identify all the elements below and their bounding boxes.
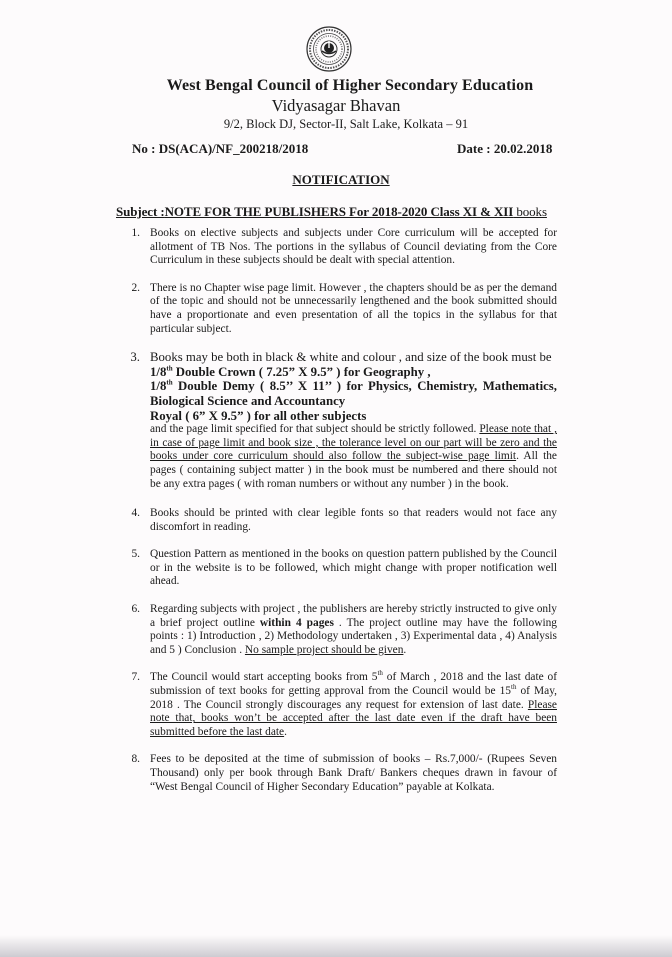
scan-edge-shadow — [0, 935, 672, 957]
size-other: Royal ( 6” X 9.5” ) for all other subjects — [150, 408, 367, 423]
subject-line — [116, 204, 547, 220]
point-number: 6. — [131, 603, 140, 616]
point-text: Question Pattern as mentioned in the books on question pattern published by the Council or in the website is to be followed, which might change with proper notification well ahead. — [150, 548, 557, 588]
point-intro: Books may be both in black & white and colour , and size of the book must be — [150, 350, 552, 365]
subject-label: Subject : — [116, 204, 165, 219]
point-number: 2. — [131, 281, 140, 294]
organization-name: West Bengal Council of Higher Secondary Education — [166, 77, 534, 94]
point-number: 5. — [131, 548, 140, 561]
point-5 — [132, 548, 557, 589]
point-number: 8. — [131, 753, 140, 766]
point-number: 7. — [131, 671, 140, 684]
point-text-middle: . The project outline may have the following points : 1) Introduction , 2) Methodology undertaken , 3) Experimental data , 4) Analysis and 5 ) Conclusion . — [150, 616, 557, 656]
point-1 — [132, 227, 557, 268]
size-science: 1/8th Double Demy ( 8.5’’ X 11’’ ) for Physics, Chemistry, Mathematics, Biological Science and Accountancy — [150, 379, 557, 408]
point-bold: within 4 pages — [259, 616, 334, 629]
point-number: 1. — [131, 227, 140, 239]
point-underlined: No sample project should be given — [244, 643, 404, 656]
point-number: 3. — [130, 350, 140, 365]
point-text-after: . — [403, 643, 407, 656]
point-text: Books should be printed with clear legible fonts so that readers would not face any discomfort in reading. — [150, 507, 557, 533]
point-text-after: . All the pages ( containing subject matter ) in the book must be numbered and there should not be any extra pages ( with roman numbers or without any number ) in the book. — [150, 450, 557, 490]
subject-tail: books — [513, 204, 547, 219]
point-8 — [132, 753, 557, 794]
point-underlined: Please note that, books won’t be accepted after the last date even if the draft have been submitted before the last date — [150, 698, 557, 738]
point-3 — [132, 350, 557, 491]
point-text-before: Regarding subjects with project , the publishers are hereby strictly instructed to give only a brief project outline — [150, 603, 557, 629]
point-text: Fees to be deposited at the time of submission of books – Rs.7,000/- (Rupees Seven Thousand) only per book through Bank Draft/ Bankers cheques drawn in favour of “West Bengal Council of Higher Secondary Education” payable at Kolkata. — [150, 753, 557, 793]
organization-address: 9/2, Block DJ, Sector-II, Salt Lake, Kolkata – 91 — [223, 117, 469, 131]
reference-date: Date : 20.02.2018 — [457, 141, 553, 156]
point-underlined: Please note that , in case of page limit and book size , the tolerance level on our part will be zero and the books under core curriculum should also follow the subject-wise page limit — [150, 423, 557, 463]
notification-title-text: NOTIFICATION — [292, 172, 390, 187]
point-text: Books on elective subjects and subjects under Core curriculum will be accepted for allotment of TB Nos. The portions in the syllabus of Council deviating from the Core Curriculum in these subjects should be dealt with special attention. — [150, 227, 557, 267]
notification-title — [0, 172, 672, 188]
point-4 — [132, 507, 557, 534]
point-6 — [132, 603, 557, 657]
point-7: 7. The Council would start accepting books from 5th of March , 2018 and the last date of submission of text books for getting approval from the Council would be 15th of May, 2018 . The Council strongly discourages any request for extension of last date. Please note that, books won’t be accepted after the last date even if the draft have been submitted before the last date. — [131, 669, 557, 738]
notification-points — [132, 227, 557, 808]
point-2 — [132, 282, 557, 336]
reference-number: No : DS(ACA)/NF_200218/2018 — [132, 141, 309, 156]
point-number: 4. — [131, 507, 140, 520]
organization-building: Vidyasagar Bhavan — [271, 96, 401, 115]
subject-text: NOTE FOR THE PUBLISHERS For 2018-2020 Class XI & XII — [164, 204, 514, 219]
point-text: There is no Chapter wise page limit. However , the chapters should be as per the demand of the topic and should not be unnecessarily lengthened and the book submitted should have a proportionate and even presentation of all the topics in the syllabus for that particular subject. — [150, 281, 557, 335]
size-geography: 1/8th Double Crown ( 7.25” X 9.5” ) for Geography , — [150, 364, 431, 379]
point-text-before: and the page limit specified for that subject should be strictly followed. — [150, 423, 480, 436]
wbchse-seal-icon — [306, 26, 352, 72]
